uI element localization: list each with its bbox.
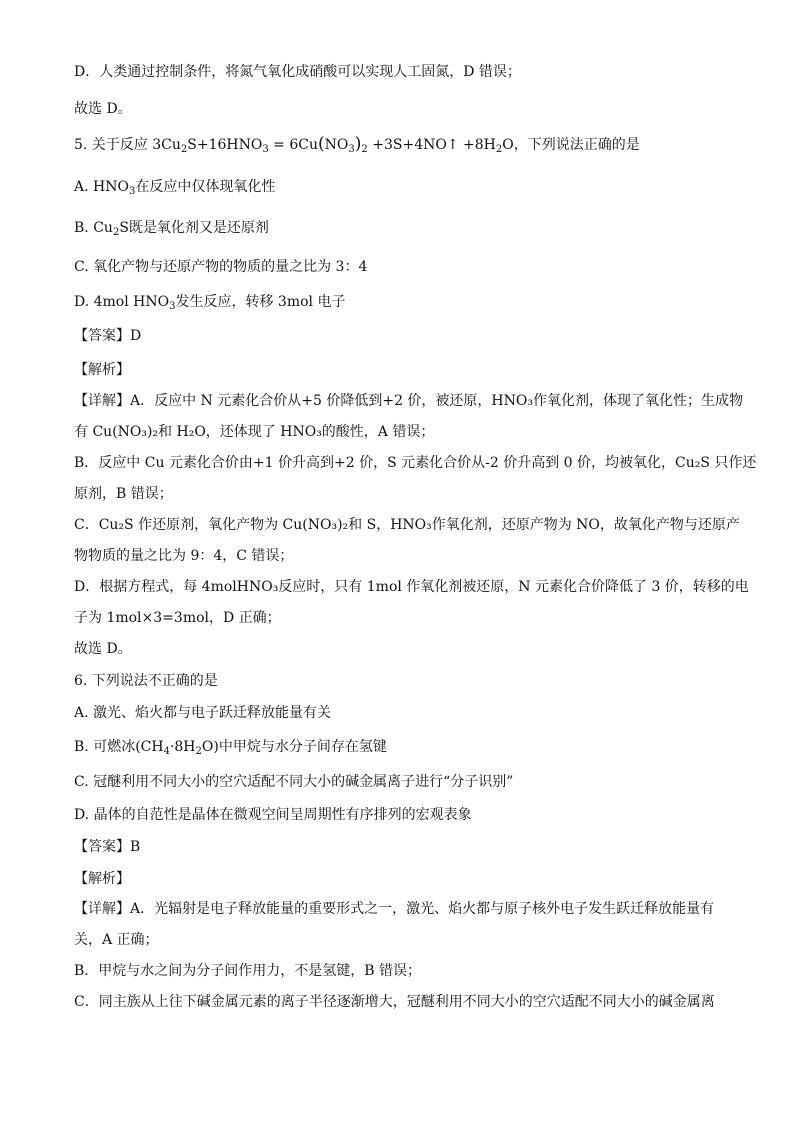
analysis-label: 【解析】: [74, 362, 130, 378]
answer-label: 【答案】B: [74, 839, 141, 855]
text-line: 原剂，B 错误；: [74, 486, 173, 502]
text-line: 【详解】A．反应中 N 元素化合价从+5 价降低到+2 价，被还原，HNO₃作氧化剂，体现了氧化性；生成物: [74, 393, 743, 409]
formula-cu2s: $Cu_2S$: [93, 220, 129, 238]
text-line: C．Cu₂S 作还原剂，氧化产物为 Cu(NO₃)₂和 S，HNO₃作氧化剂，还原产物为 NO，故氧化产物与还原产: [74, 517, 740, 533]
text-line: B．反应中 Cu 元素化合价由+1 价升高到+2 价，S 元素化合价从-2 价升高到 0 价，均被氧化，Cu₂S 只作还: [74, 455, 757, 471]
option-b: B. 可燃冰$(CH_4\cdot 8H_2O)$中甲烷与水分子间存在氢键: [74, 739, 387, 757]
option-d: D. 晶体的自范性是晶体在微观空间呈周期性有序排列的宏观表象: [74, 807, 472, 823]
formula-hno3: $HNO_3$: [93, 179, 136, 197]
option-a: A. 激光、焰火都与电子跃迁释放能量有关: [74, 705, 332, 721]
formula-combustible-ice: $CH_4\cdot 8H_2O$: [140, 739, 214, 757]
option-c: C. 氧化产物与还原产物的物质的量之比为 3：4: [74, 259, 368, 275]
text-span: ，下列说法正确的是: [513, 137, 640, 153]
text-line: 有 Cu(NO₃)₂和 H₂O，还体现了 HNO₃的酸性，A 错误；: [74, 424, 435, 440]
text-line: 关，A 正确；: [74, 932, 159, 948]
reaction-equation: $3Cu_2S+16HNO_3 = 6Cu(NO_3)_2$ +3S+4NO↑ $+8H_2O$: [152, 134, 514, 155]
analysis-label: 【解析】: [74, 871, 130, 887]
text-line: 子为 1mol×3=3mol，D 正确；: [74, 610, 281, 626]
option-a: A. $HNO_3$在反应中仅体现氧化性: [74, 179, 276, 197]
option-d: D. 4mol $HNO_3$发生反应，转移 3mol 电子: [74, 294, 346, 312]
option-c: C. 冠醚利用不同大小的空穴适配不同大小的碱金属离子进行“分子识别”: [74, 774, 514, 790]
text-line: 故选 D。: [74, 641, 132, 657]
text-line: C．同主族从上往下碱金属元素的离子半径逐渐增大，冠醚利用不同大小的空穴适配不同大小的碱金属离: [74, 994, 715, 1010]
option-b: B. $Cu_2S$既是氧化剂又是还原剂: [74, 220, 269, 238]
question-5-stem: [74, 134, 640, 160]
text-line: 故选 D。: [74, 101, 132, 117]
text-line: D．人类通过控制条件，将氮气氧化成硝酸可以实现人工固氮，D 错误；: [74, 64, 521, 80]
text-line: D．根据方程式，每 4molHNO₃反应时，只有 1mol 作氧化剂被还原，N 元素化合价降低了 3 价，转移的电: [74, 579, 749, 595]
formula-hno3: $HNO_3$: [133, 294, 176, 312]
text-span: 5. 关于反应: [74, 137, 153, 153]
text-line: B．甲烷与水之间为分子间作用力，不是氢键，B 错误；: [74, 963, 422, 979]
question-6-stem: 6. 下列说法不正确的是: [74, 673, 218, 689]
answer-label: 【答案】D: [74, 328, 142, 344]
text-line: 物物质的量之比为 9：4，C 错误；: [74, 548, 294, 564]
text-line: 【详解】A．光辐射是电子释放能量的重要形式之一，激光、焰火都与原子核外电子发生跃迁释放能量有: [74, 901, 715, 917]
